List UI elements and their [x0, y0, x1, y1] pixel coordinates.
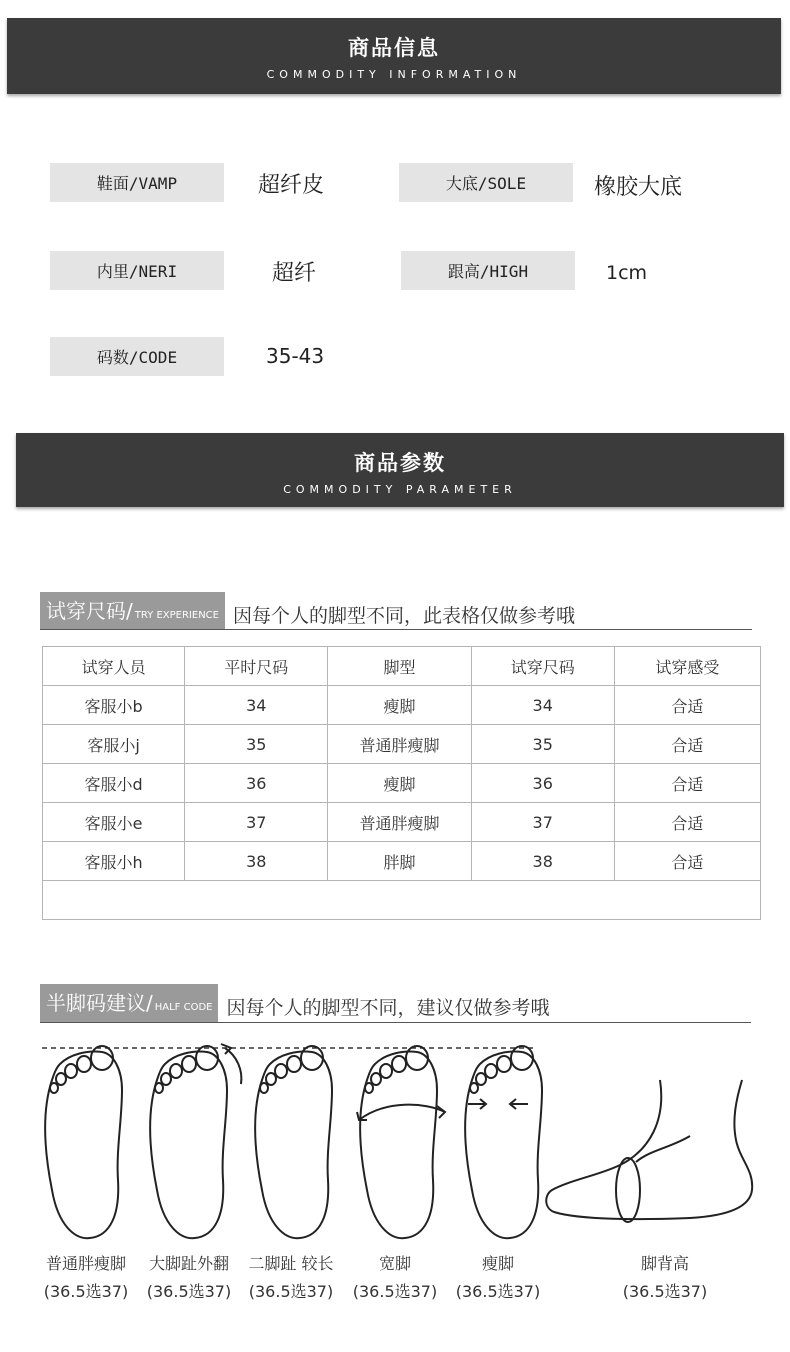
- table-cell: 34: [185, 686, 328, 725]
- table-row: [43, 842, 761, 881]
- try-experience-note: 因每个人的脚型不同，此表格仅做参考哦: [232, 605, 575, 627]
- tag-cn: 试穿尺码/: [46, 599, 133, 623]
- foot-caption: [347, 1250, 443, 1306]
- foot-caption: [38, 1250, 134, 1306]
- commodity-information-banner: [7, 18, 781, 94]
- table-cell: 客服小j: [43, 725, 185, 764]
- foot-caption: [450, 1250, 546, 1306]
- foot-name: 瘦脚: [481, 1254, 514, 1273]
- table-cell: 35: [185, 725, 328, 764]
- try-size-table: [42, 646, 761, 920]
- table-cell: 合适: [614, 803, 760, 842]
- table-cell: 客服小e: [43, 803, 185, 842]
- vamp-value: 超纤皮: [258, 173, 325, 198]
- table-row: [43, 686, 761, 725]
- foot-narrow: [465, 1046, 542, 1238]
- table-empty-row: [43, 881, 761, 920]
- table-cell: 合适: [614, 842, 760, 881]
- banner-title-en: COMMODITY PARAMETER: [283, 483, 517, 496]
- foot-advice: (36.5选37): [352, 1282, 438, 1301]
- foot-name: 二脚趾 较长: [248, 1254, 334, 1273]
- table-header-row: [43, 647, 761, 686]
- tag-en: TRY EXPERIENCE: [134, 610, 219, 621]
- half-code-tag: [40, 984, 218, 1022]
- banner-title-cn: 商品参数: [354, 451, 446, 475]
- foot-name: 脚背高: [640, 1254, 689, 1273]
- table-cell: 36: [185, 764, 328, 803]
- divider: [40, 1022, 751, 1023]
- sole-value: 橡胶大底: [594, 175, 683, 200]
- table-cell: 34: [471, 686, 614, 725]
- foot-bunion: [150, 1044, 241, 1238]
- foot-advice: (36.5选37): [248, 1282, 334, 1301]
- table-cell: 合适: [614, 764, 760, 803]
- table-cell: 38: [471, 842, 614, 881]
- foot-name: 普通胖瘦脚: [45, 1254, 126, 1273]
- foot-advice: (36.5选37): [146, 1282, 232, 1301]
- table-empty-cell: [43, 881, 761, 920]
- foot-wide: [357, 1046, 445, 1238]
- table-cell: 普通胖瘦脚: [328, 725, 471, 764]
- table-cell: 客服小h: [43, 842, 185, 881]
- foot-illustrations: [30, 1040, 770, 1250]
- table-cell: 合适: [614, 686, 760, 725]
- foot-advice: (36.5选37): [43, 1282, 129, 1301]
- table-cell: 37: [471, 803, 614, 842]
- size-code-label: 码数/CODE: [50, 337, 224, 376]
- heel-height-value: 1cm: [606, 262, 648, 284]
- lining-value: 超纤: [272, 261, 317, 286]
- foot-advice: (36.5选37): [455, 1282, 541, 1301]
- table-header-cell: 试穿尺码: [471, 647, 614, 686]
- table-cell: 35: [471, 725, 614, 764]
- table-cell: 瘦脚: [328, 686, 471, 725]
- table-cell: 普通胖瘦脚: [328, 803, 471, 842]
- foot-high-instep: [546, 1080, 752, 1222]
- table-cell: 合适: [614, 725, 760, 764]
- size-code-value: 35-43: [266, 344, 325, 368]
- try-experience-heading: [40, 592, 575, 630]
- foot-caption: [617, 1250, 713, 1306]
- sole-label: 大底/SOLE: [399, 163, 573, 202]
- table-cell: 客服小b: [43, 686, 185, 725]
- table-cell: 瘦脚: [328, 764, 471, 803]
- table-header-cell: 平时尺码: [185, 647, 328, 686]
- table-row: [43, 803, 761, 842]
- divider: [40, 629, 752, 630]
- table-row: [43, 764, 761, 803]
- lining-label: 内里/NERI: [50, 251, 224, 290]
- table-cell: 37: [185, 803, 328, 842]
- table-header-cell: 试穿人员: [43, 647, 185, 686]
- tag-cn: 半脚码建议/: [46, 991, 153, 1015]
- tag-en: HALF CODE: [154, 1002, 213, 1013]
- table-cell: 胖脚: [328, 842, 471, 881]
- foot-normal: [45, 1046, 122, 1238]
- table-header-cell: 试穿感受: [614, 647, 760, 686]
- table-cell: 38: [185, 842, 328, 881]
- banner-title-en: COMMODITY INFORMATION: [266, 68, 522, 81]
- vamp-label: 鞋面/VAMP: [50, 163, 224, 202]
- foot-caption: [141, 1250, 237, 1306]
- half-code-heading: [40, 984, 550, 1022]
- foot-name: 宽脚: [378, 1254, 411, 1273]
- table-row: [43, 725, 761, 764]
- commodity-parameter-banner: [16, 433, 784, 507]
- foot-caption: [243, 1250, 339, 1306]
- foot-long-second-toe: [255, 1046, 332, 1238]
- try-experience-tag: [40, 592, 225, 630]
- foot-name: 大脚趾外翻: [148, 1254, 229, 1273]
- table-header-cell: 脚型: [328, 647, 471, 686]
- banner-title-cn: 商品信息: [348, 36, 440, 60]
- foot-advice: (36.5选37): [622, 1282, 708, 1301]
- table-cell: 36: [471, 764, 614, 803]
- heel-height-label: 跟高/HIGH: [401, 251, 575, 290]
- half-code-note: 因每个人的脚型不同，建议仅做参考哦: [226, 997, 550, 1019]
- table-cell: 客服小d: [43, 764, 185, 803]
